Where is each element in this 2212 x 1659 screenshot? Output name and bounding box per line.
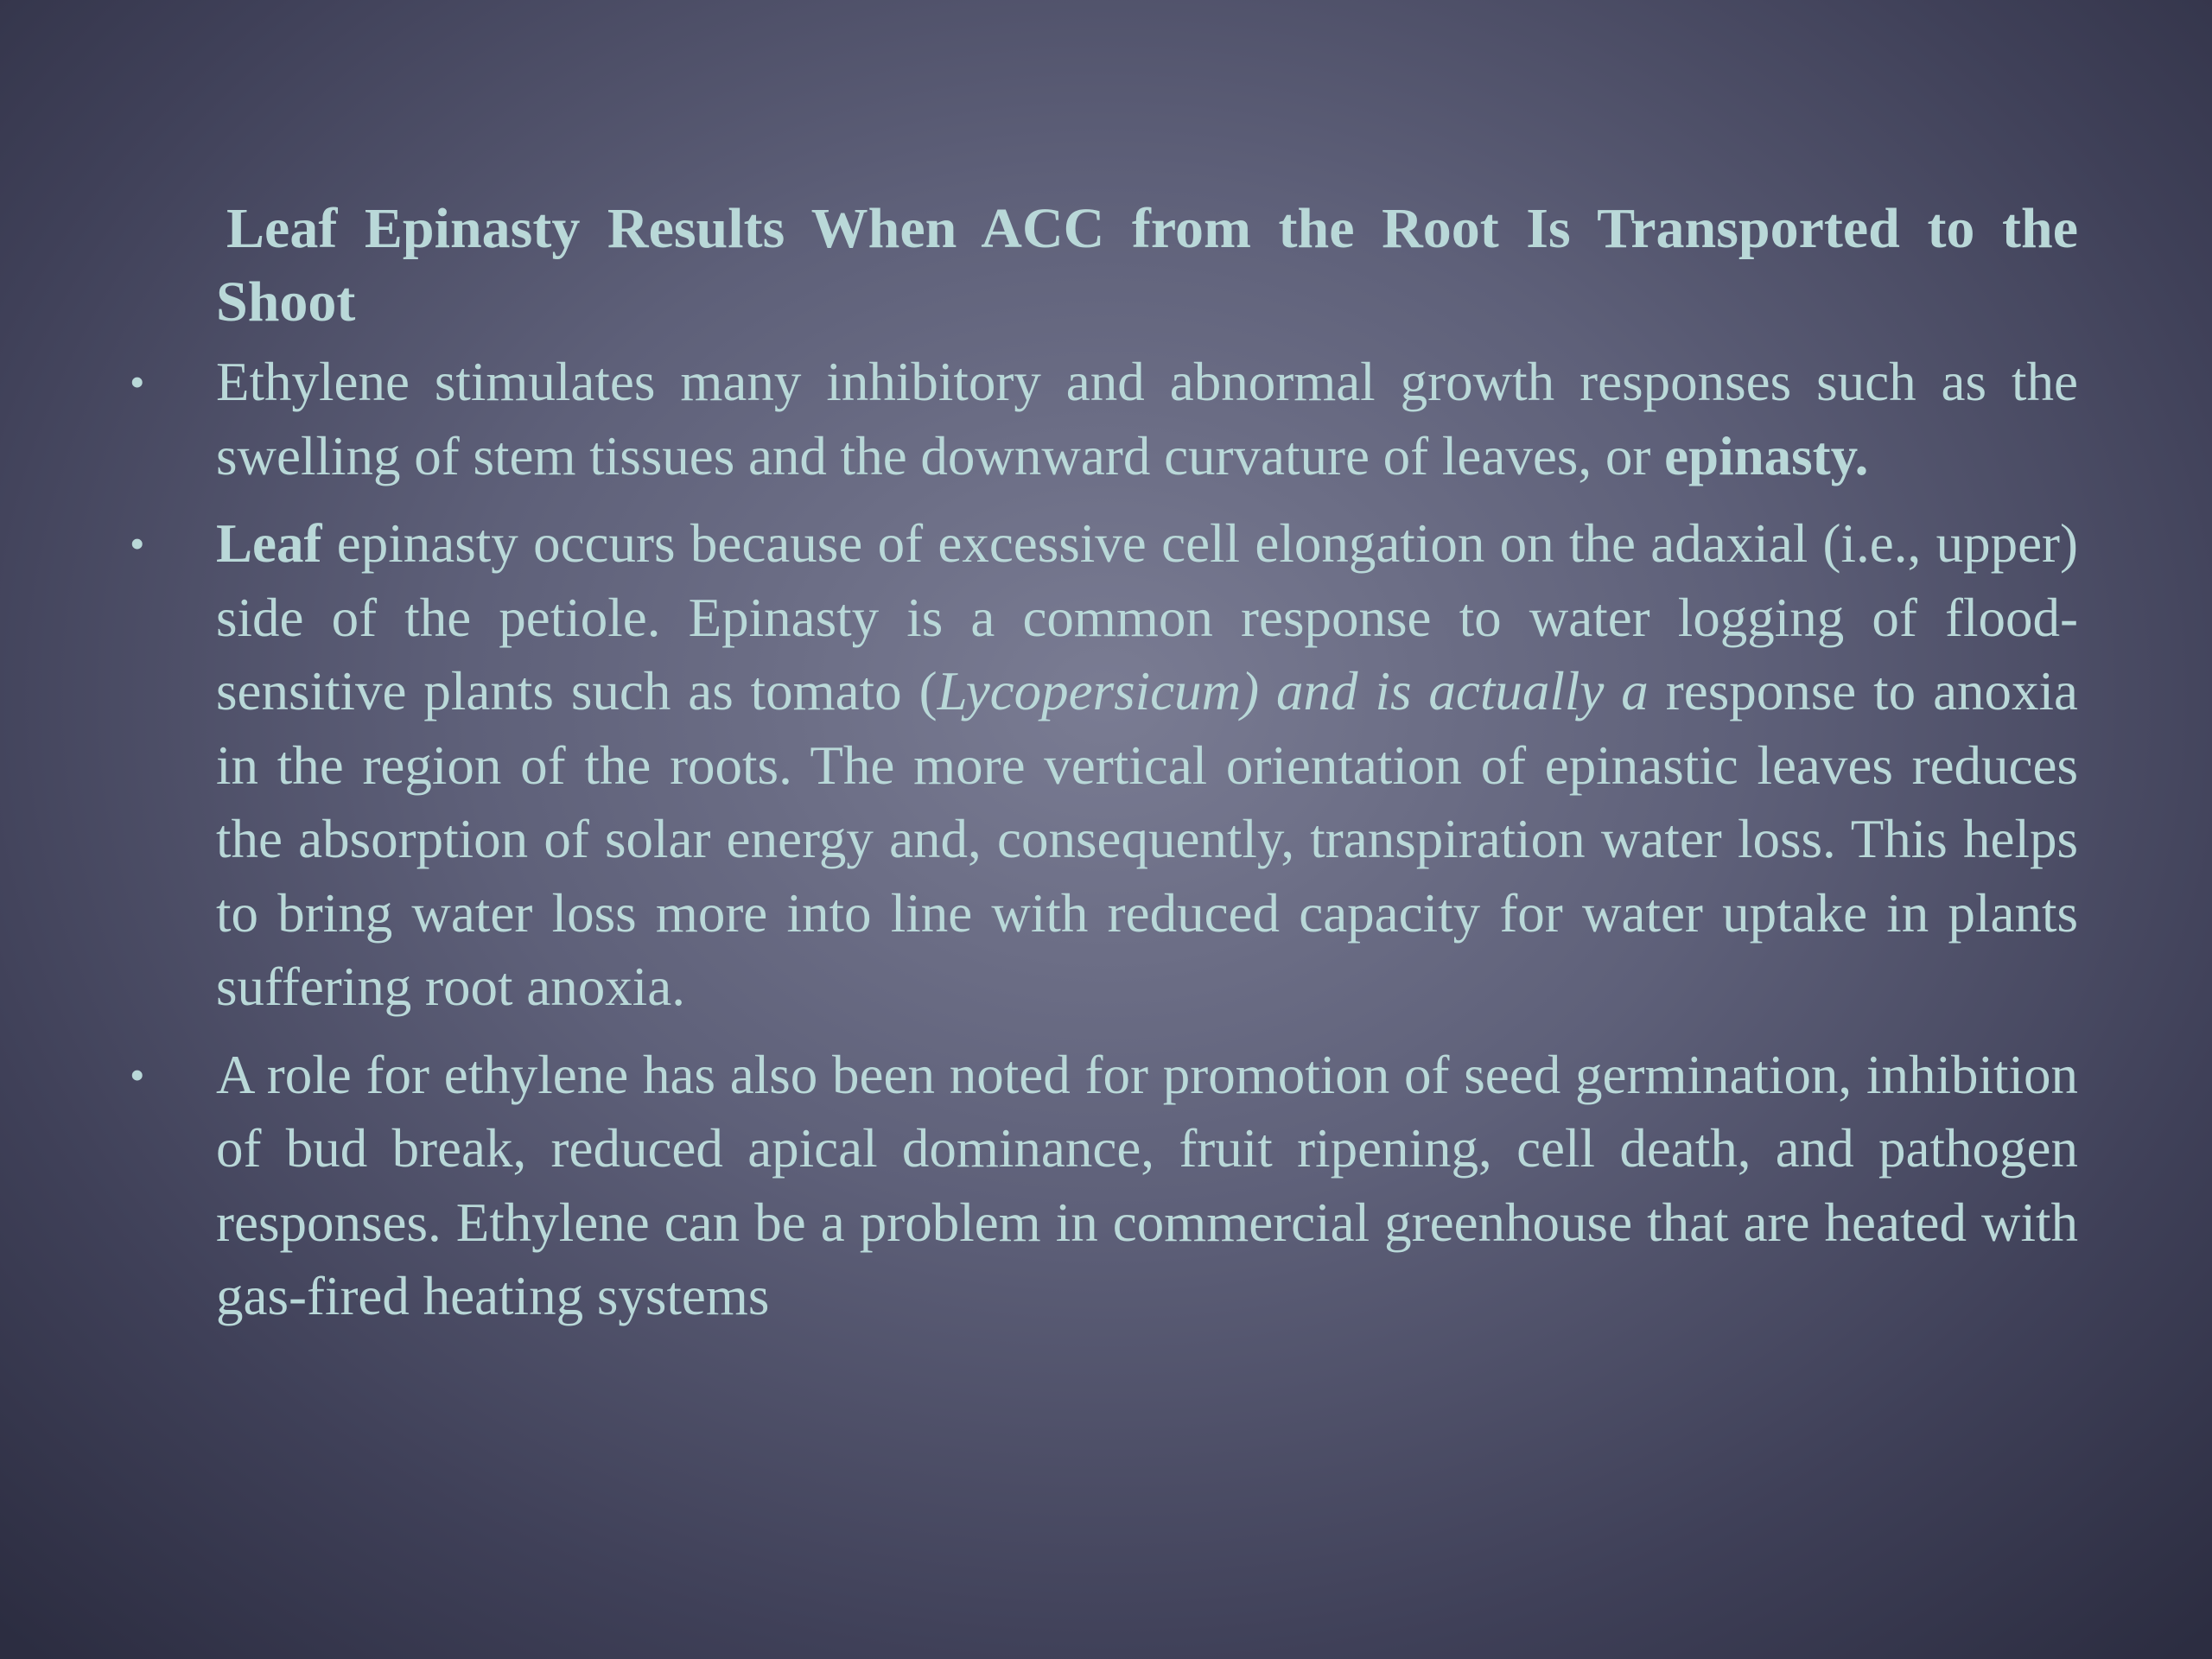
bullet-item-ethylene-responses — [130, 346, 2078, 493]
slide-title: Leaf Epinasty Results When ACC from the Root Is Transported to the Shoot — [216, 197, 2078, 334]
bullet-marker: • — [130, 1050, 145, 1099]
bullet-marker: • — [130, 358, 145, 406]
bullet-marker: • — [130, 519, 145, 568]
bullet-text: Ethylene stimulates many inhibitory and abnormal growth responses such as the swelling of stem tissues and the downward curvature of leaves, or — [216, 352, 2078, 486]
bullet-text: response to anoxia in the region of the roots. The more vertical orientation of epinastic leaves reduces the absorption of solar energy and, consequently, transpiration water loss. This helps to bring water loss more into line with reduced capacity for water uptake in plants suffering root anoxia. — [216, 661, 2078, 1017]
bullet-list — [130, 346, 2078, 1334]
bullet-bold-term: epinasty. — [1664, 425, 1869, 486]
bullet-item-leaf-epinasty — [130, 507, 2078, 1025]
bullet-item-ethylene-role — [130, 1039, 2078, 1334]
bullet-bold-term: Leaf — [216, 513, 322, 574]
bullet-italic-text: Lycopersicum) and is actually a — [937, 661, 1649, 721]
bullet-text: epinasty occurs because of excessive cell elongation on the adaxial (i.e., upper) side of the petiole. Epinasty is a common response to water logging of flood-sensitive plants such as tomato ( — [216, 513, 2078, 721]
slide-content — [130, 192, 2078, 1348]
bullet-text: A role for ethylene has also been noted for promotion of seed germination, inhibition of bud break, reduced apical dominance, fruit ripening, cell death, and pathogen responses. Ethylene can be a problem in commercial greenhouse that are heated with gas-fired heating systems — [216, 1044, 2078, 1326]
